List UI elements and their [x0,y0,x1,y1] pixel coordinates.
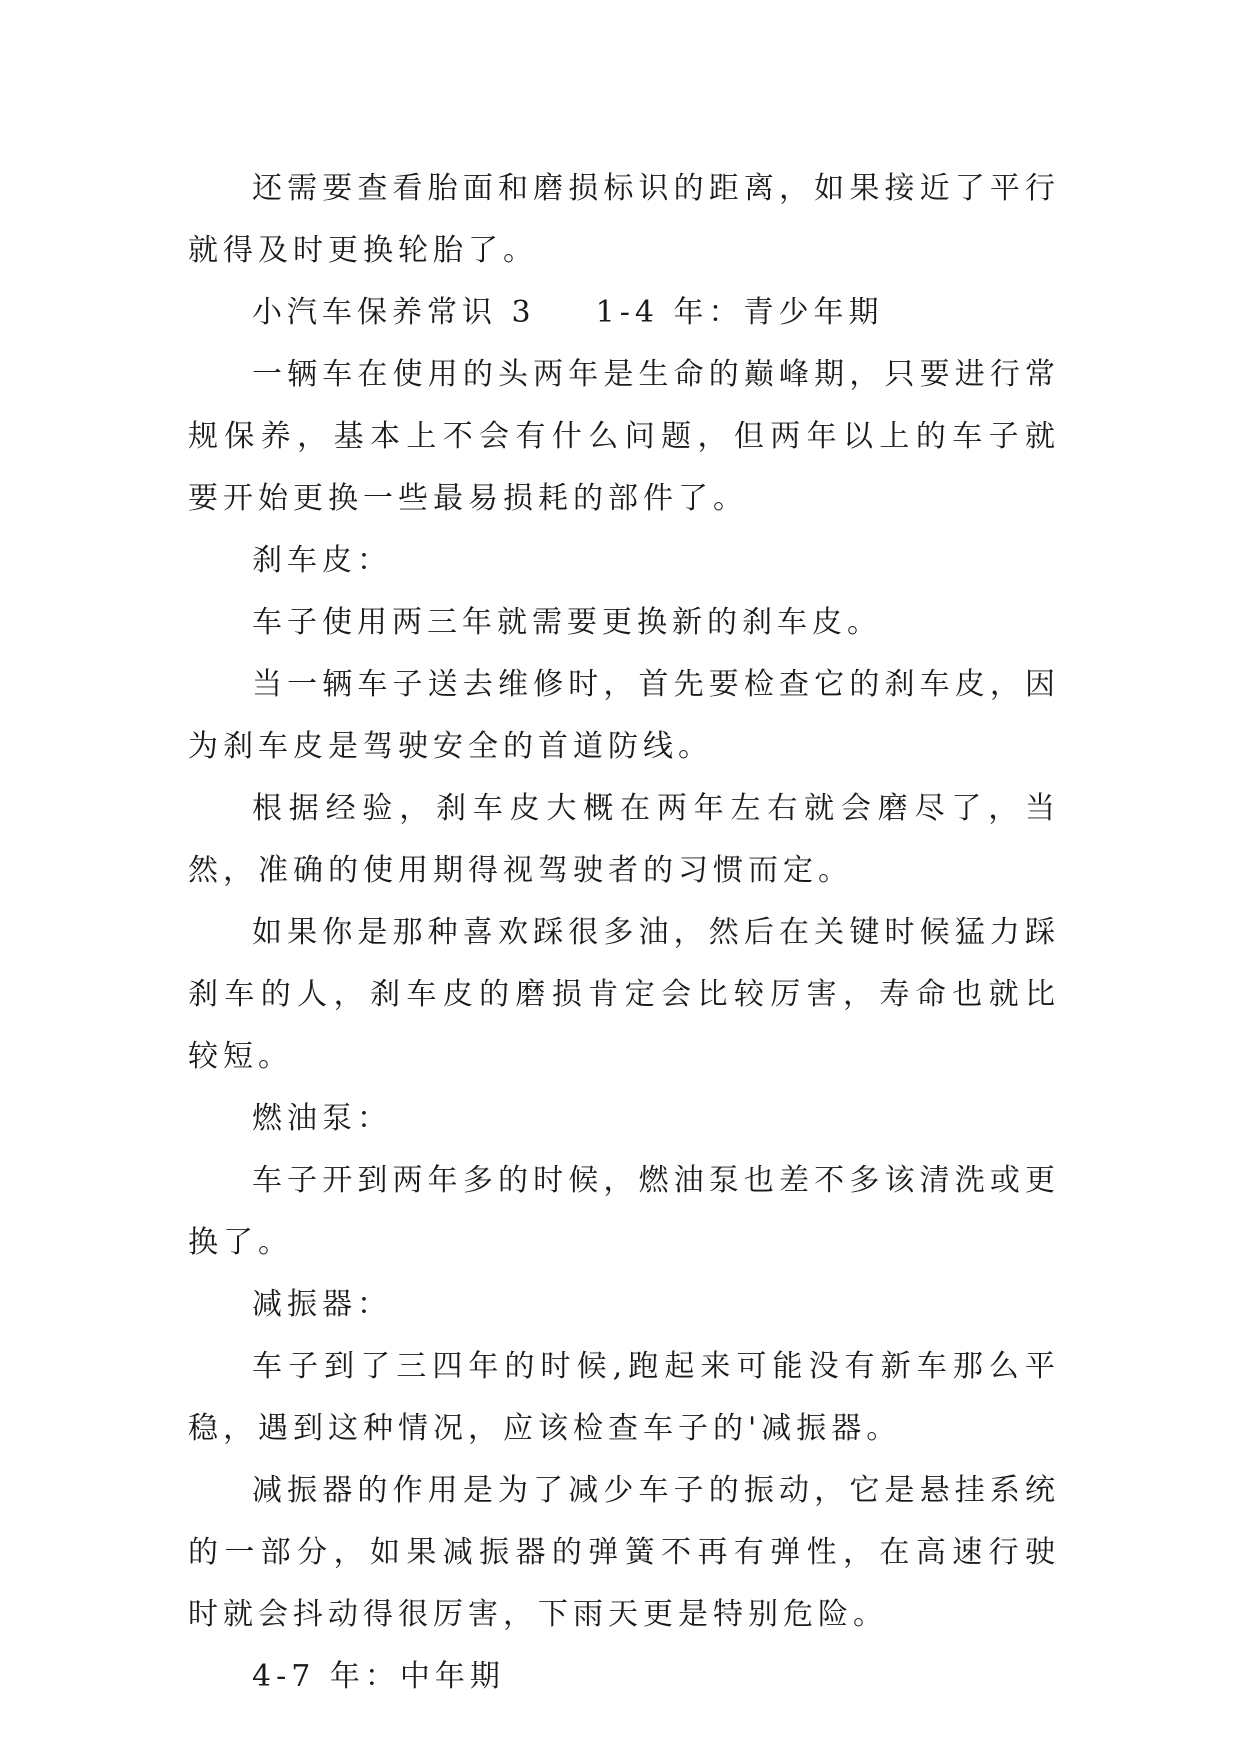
paragraph-brake-experience: 根据经验，刹车皮大概在两年左右就会磨尽了，当然，准确的使用期得视驾驶者的习惯而定。 [188,791,1060,888]
paragraph-fuel-pump: 车子开到两年多的时候，燃油泵也差不多该清洗或更换了。 [188,1163,1060,1260]
paragraph-shock-check: 车子到了三四年的时候,跑起来可能没有新车那么平稳，遇到这种情况，应该检查车子的'减振器。 [188,1349,1060,1446]
subheading-brake-pads: 刹车皮： [252,543,392,578]
paragraph-brake-habit: 如果你是那种喜欢踩很多油，然后在关键时候猛力踩刹车的人，刹车皮的磨损肯定会比较厉害，寿命也就比较短。 [188,915,1060,1074]
paragraph-shock-function: 减振器的作用是为了减少车子的振动，它是悬挂系统的一部分，如果减振器的弹簧不再有弹性，在高速行驶时就会抖动得很厉害，下雨天更是特别危险。 [188,1473,1060,1632]
section-heading [188,282,1060,344]
paragraph-brake-replace: 车子使用两三年就需要更换新的刹车皮。 [252,605,882,640]
subheading-shock-absorber: 减振器： [252,1287,392,1322]
subheading-fuel-pump: 燃油泵： [252,1101,392,1136]
document-body [188,158,1060,1708]
paragraph-intro: 一辆车在使用的头两年是生命的巅峰期，只要进行常规保养，基本上不会有什么问题，但两年以上的车子就要开始更换一些最易损耗的部件了。 [188,357,1060,516]
paragraph-brake-check: 当一辆车子送去维修时，首先要检查它的刹车皮，因为刹车皮是驾驶安全的首道防线。 [188,667,1060,764]
subheading-middle-age: 4-7 年：中年期 [252,1659,505,1694]
section-title: 小汽车保养常识 3 [252,295,536,330]
paragraph-tire-wear: 还需要查看胎面和磨损标识的距离，如果接近了平行就得及时更换轮胎了。 [188,171,1060,268]
section-subtitle: 1-4 年：青少年期 [595,295,884,330]
